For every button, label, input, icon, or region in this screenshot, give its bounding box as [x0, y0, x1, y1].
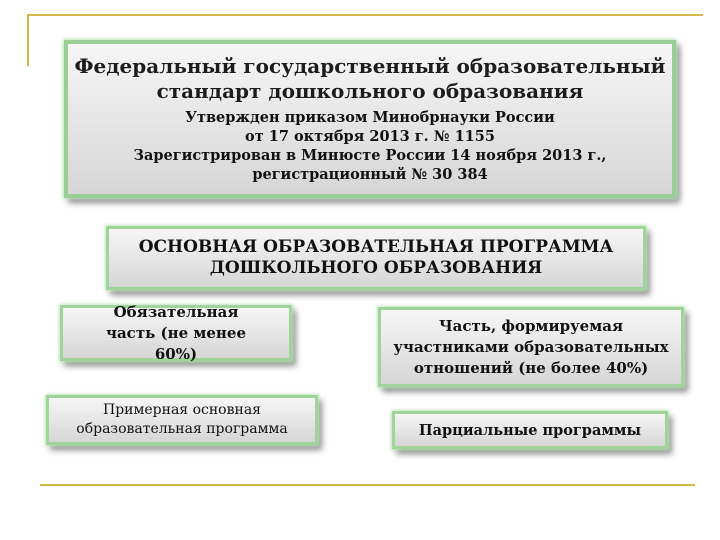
standard-approved-line2: от 17 октября 2013 г. № 1155 — [245, 128, 495, 145]
standard-approved-line1: Утвержден приказом Минобрнауки России — [185, 109, 555, 126]
standard-box — [64, 40, 676, 198]
program-box — [106, 226, 646, 290]
decor-rule-top — [27, 14, 703, 16]
decor-rule-left — [27, 14, 29, 66]
program-title: ОСНОВНАЯ ОБРАЗОВАТЕЛЬНАЯ ПРОГРАММА ДОШКОЛЬНОГО ОБРАЗОВАНИЯ — [138, 237, 614, 278]
partial-programs-box — [392, 411, 668, 449]
mandatory-part-text: Обязательная часть (не менее 60%) — [105, 302, 246, 363]
standard-registered: Зарегистрирован в Минюсте России 14 ноября 2013 г., регистрационный № 30 384 — [133, 147, 607, 183]
formed-part-text: Часть, формируемая участниками образовательных отношений (не более 40%) — [393, 316, 669, 377]
partial-programs-text: Парциальные программы — [418, 421, 642, 439]
mandatory-part-box — [60, 302, 292, 363]
formed-part-box — [378, 307, 684, 387]
example-program-text: Примерная основная образовательная программа — [76, 402, 288, 437]
decor-rule-bottom — [40, 484, 695, 486]
standard-title: Федеральный государственный образовательный стандарт дошкольного образования — [74, 54, 666, 103]
example-program-box — [46, 395, 318, 445]
